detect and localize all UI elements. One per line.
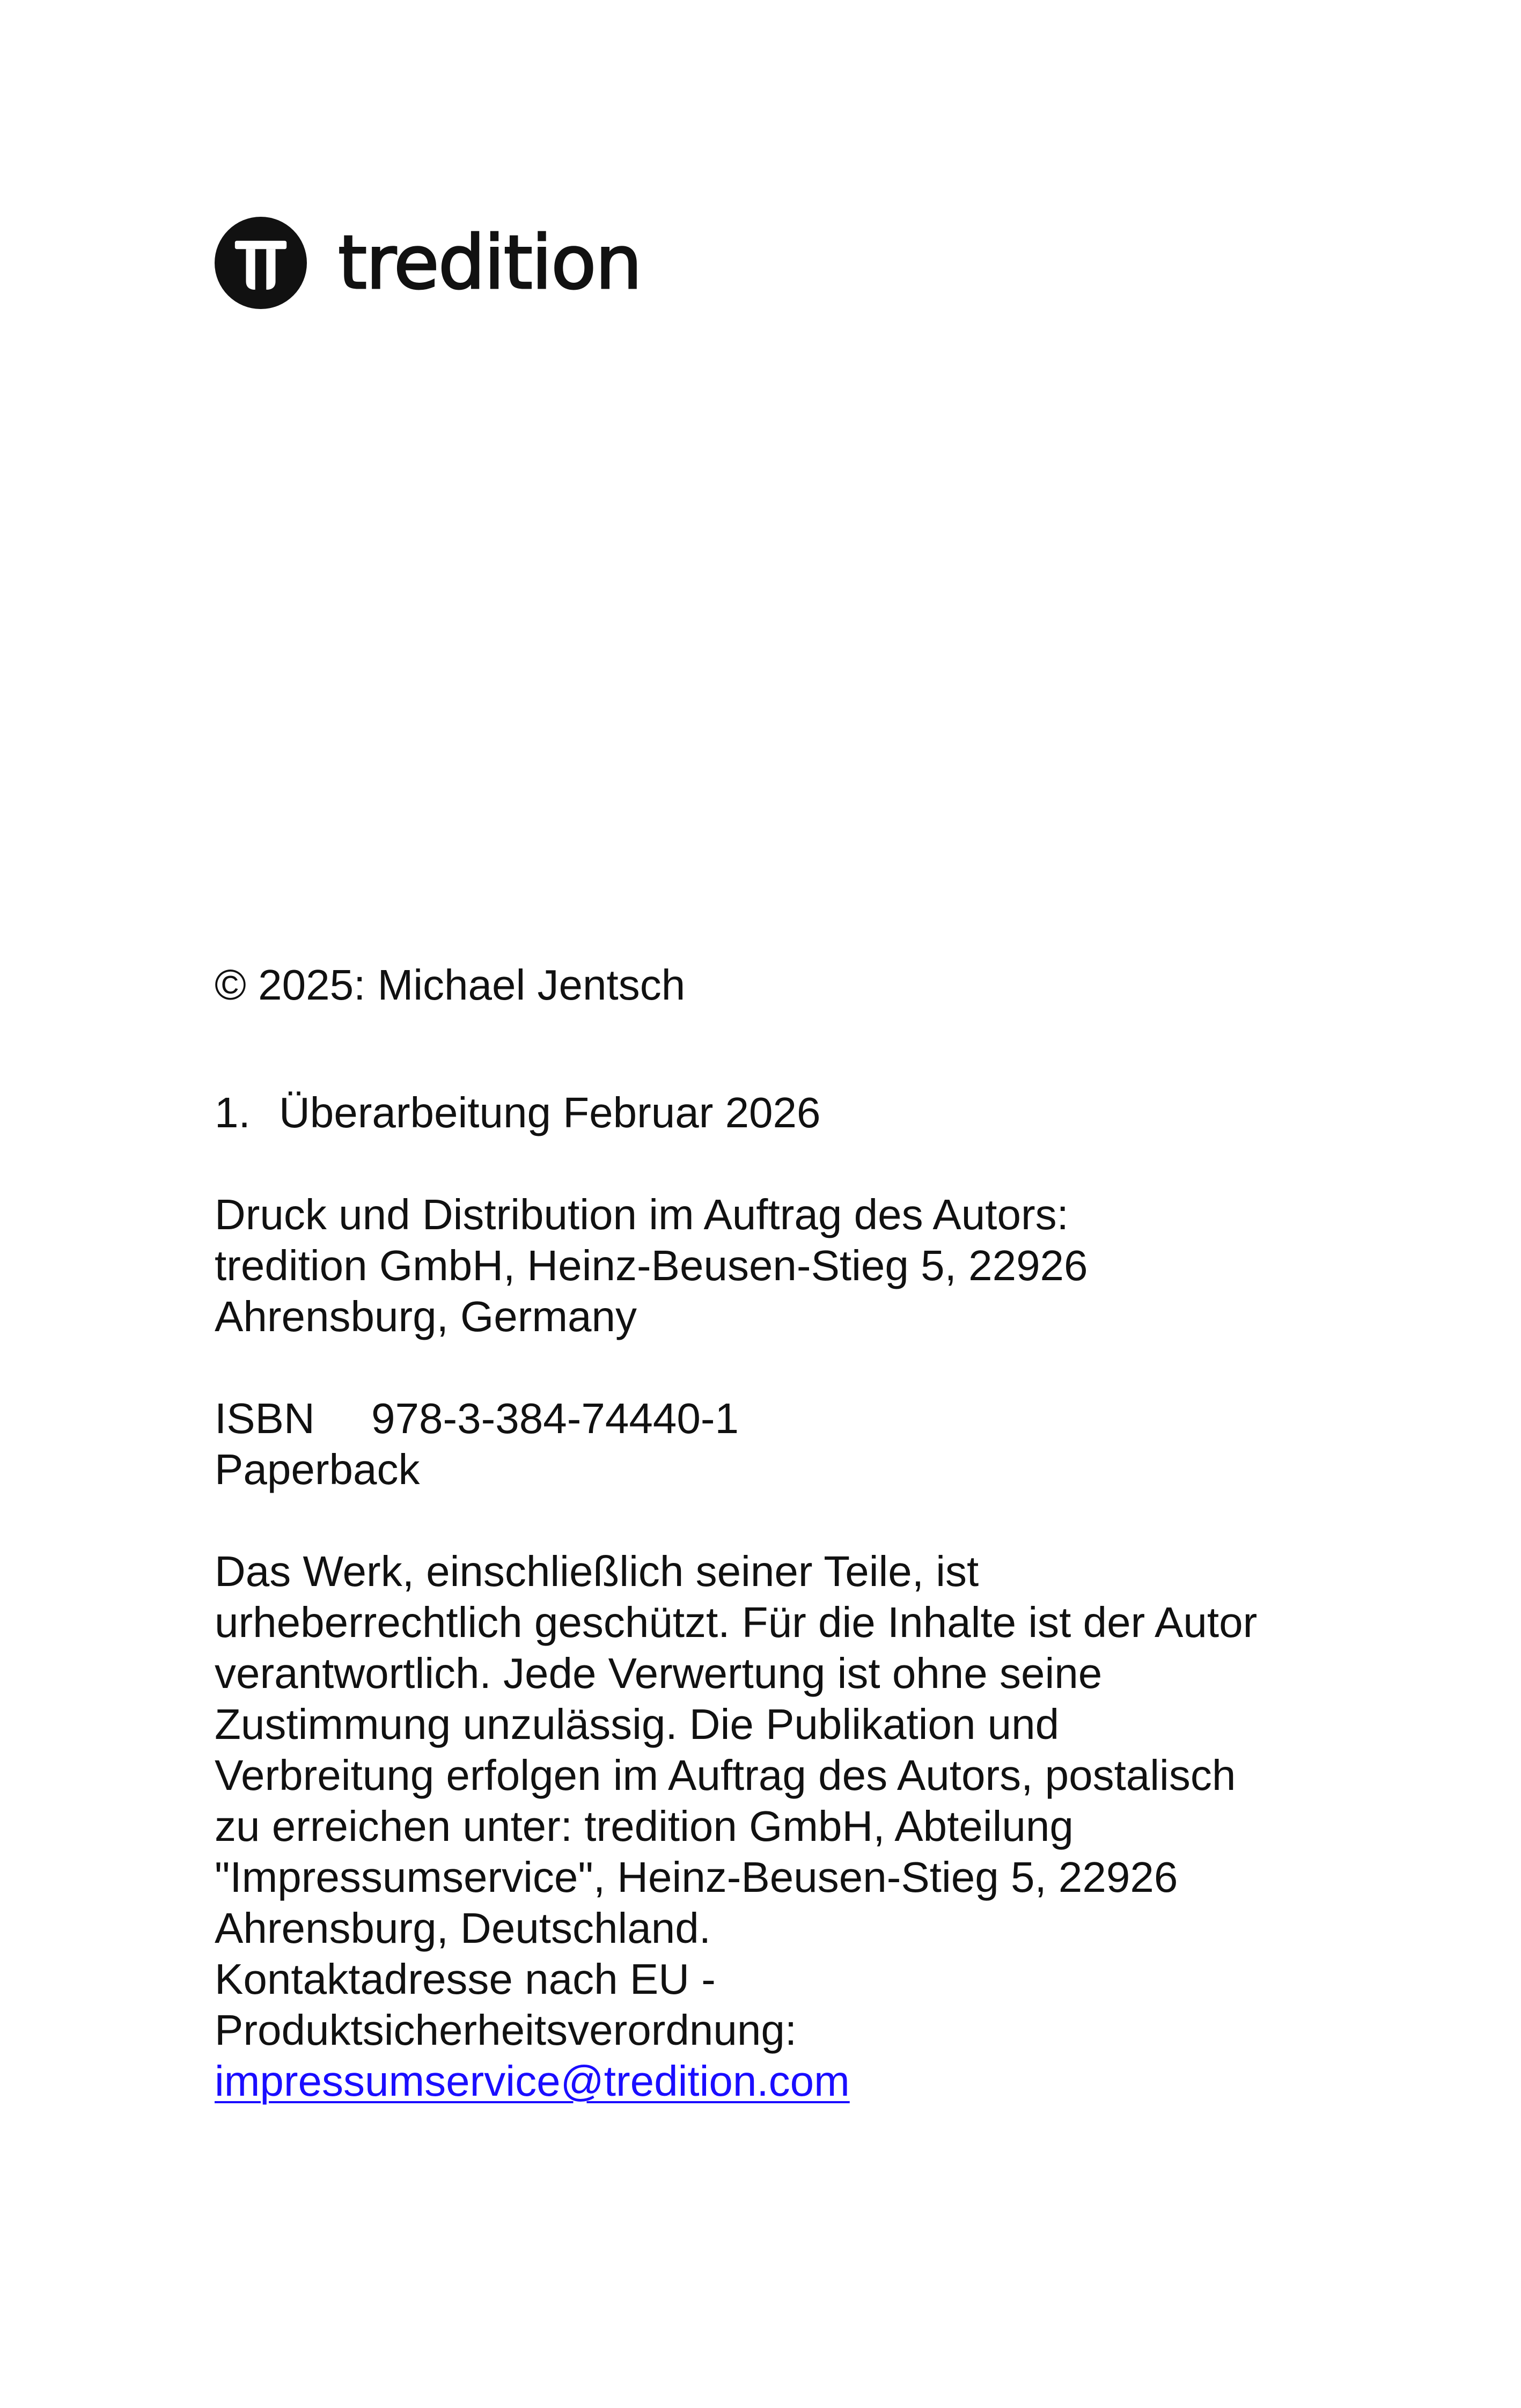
- legal-line: Verbreitung erfolgen im Auftrag des Autors, postalisch: [215, 1751, 1236, 1799]
- legal-line: Das Werk, einschließlich seiner Teile, ist: [215, 1547, 979, 1595]
- logo-wordmark: tredition: [338, 219, 641, 306]
- isbn-line: [215, 1393, 1341, 1444]
- spacer: [215, 1495, 1341, 1546]
- legal-line: Ahrensburg, Deutschland.: [215, 1904, 711, 1952]
- imprint-block: [215, 959, 1341, 2106]
- copyright-line: © 2025: Michael Jentsch: [215, 961, 686, 1009]
- isbn-number: 978-3-384-74440-1: [371, 1394, 739, 1442]
- printing-line-1: Druck und Distribution im Auftrag des Autors:: [215, 1191, 1069, 1238]
- spacer: [215, 1010, 1341, 1087]
- tredition-logo-mark-icon: [215, 217, 307, 309]
- legal-line: zu erreichen unter: tredition GmbH, Abteilung: [215, 1802, 1074, 1850]
- legal-line: Produktsicherheitsverordnung:: [215, 2006, 797, 2054]
- legal-line: urheberrechtlich geschützt. Für die Inhalte ist der Autor: [215, 1598, 1258, 1646]
- legal-line: "Impressumservice", Heinz-Beusen-Stieg 5, 22926: [215, 1853, 1178, 1901]
- contact-email-link[interactable]: impressumservice@tredition.com: [215, 2057, 850, 2105]
- email-line: [215, 2055, 1341, 2106]
- isbn-format: Paperback: [215, 1445, 420, 1493]
- isbn-label: ISBN: [215, 1394, 315, 1442]
- printing-line-3: Ahrensburg, Germany: [215, 1293, 637, 1340]
- spacer: [215, 1138, 1341, 1189]
- revision-text: Überarbeitung Februar 2026: [279, 1089, 821, 1136]
- revision-number: 1.: [215, 1089, 251, 1136]
- legal-line: Zustimmung unzulässig. Die Publikation und: [215, 1700, 1060, 1748]
- publisher-logo: [215, 215, 641, 311]
- revision-line: [215, 1087, 1341, 1138]
- legal-line: Kontaktadresse nach EU -: [215, 1955, 716, 2003]
- legal-line: verantwortlich. Jede Verwertung ist ohne seine: [215, 1649, 1103, 1697]
- printing-line-2: tredition GmbH, Heinz-Beusen-Stieg 5, 22926: [215, 1242, 1088, 1289]
- spacer: [215, 1342, 1341, 1393]
